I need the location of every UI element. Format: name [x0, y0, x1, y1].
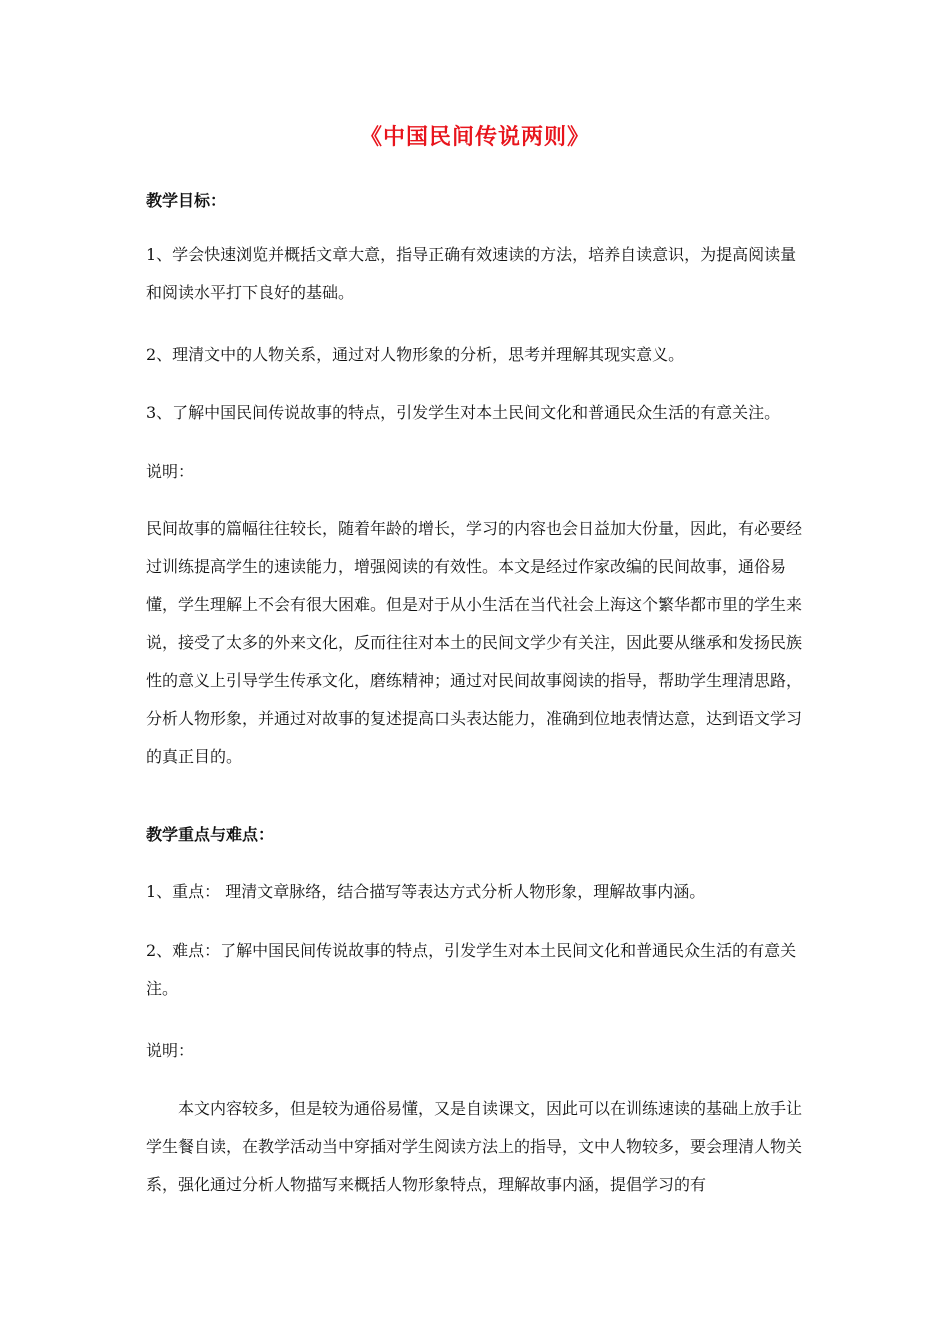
- difficult-point: 2、难点：了解中国民间传说故事的特点，引发学生对本土民间文化和普通民众生活的有意关注。: [146, 941, 797, 998]
- key-point: 1、重点： 理清文章脉络，结合描写等表达方式分析人物形象，理解故事内涵。: [146, 882, 706, 901]
- note-label-2: 说明：: [146, 1041, 195, 1060]
- objective-1: 1、学会快速浏览并概括文章大意，指导正确有效速读的方法，培养自读意识，为提高阅读量和阅读水平打下良好的基础。: [146, 245, 797, 302]
- section-heading-key-points: 教学重点与难点：: [146, 825, 275, 844]
- note-paragraph-2: 本文内容较多，但是较为通俗易懂，又是自读课文，因此可以在训练速读的基础上放手让学生餐自读，在教学活动当中穿插对学生阅读方法上的指导，文中人物较多，要会理清人物关系，强化通过分析人物描写来概括人物形象特点，理解故事内涵，提倡学习的有: [146, 1099, 803, 1194]
- objective-3: 3、了解中国民间传说故事的特点，引发学生对本土民间文化和普通民众生活的有意关注。: [146, 403, 781, 422]
- section-heading-objectives: 教学目标：: [146, 191, 227, 210]
- note-paragraph-1: 民间故事的篇幅往往较长，随着年龄的增长，学习的内容也会日益加大份量，因此，有必要经过训练提高学生的速读能力，增强阅读的有效性。本文是经过作家改编的民间故事，通俗易懂，学生理解上不会有很大困难。但是对于从小生活在当代社会上海这个繁华都市里的学生来说，接受了太多的外来文化，反而往往对本土的民间文学少有关注，因此要从继承和发扬民族性的意义上引导学生传承文化，磨练精神；通过对民间故事阅读的指导，帮助学生理清思路，分析人物形象，并通过对故事的复述提高口头表达能力，准确到位地表情达意，达到语文学习的真正目的。: [146, 519, 803, 766]
- note-label-1: 说明：: [146, 462, 195, 481]
- objective-2: 2、理清文中的人物关系，通过对人物形象的分析，思考并理解其现实意义。: [146, 345, 685, 364]
- document-title: 《中国民间传说两则》: [359, 125, 590, 150]
